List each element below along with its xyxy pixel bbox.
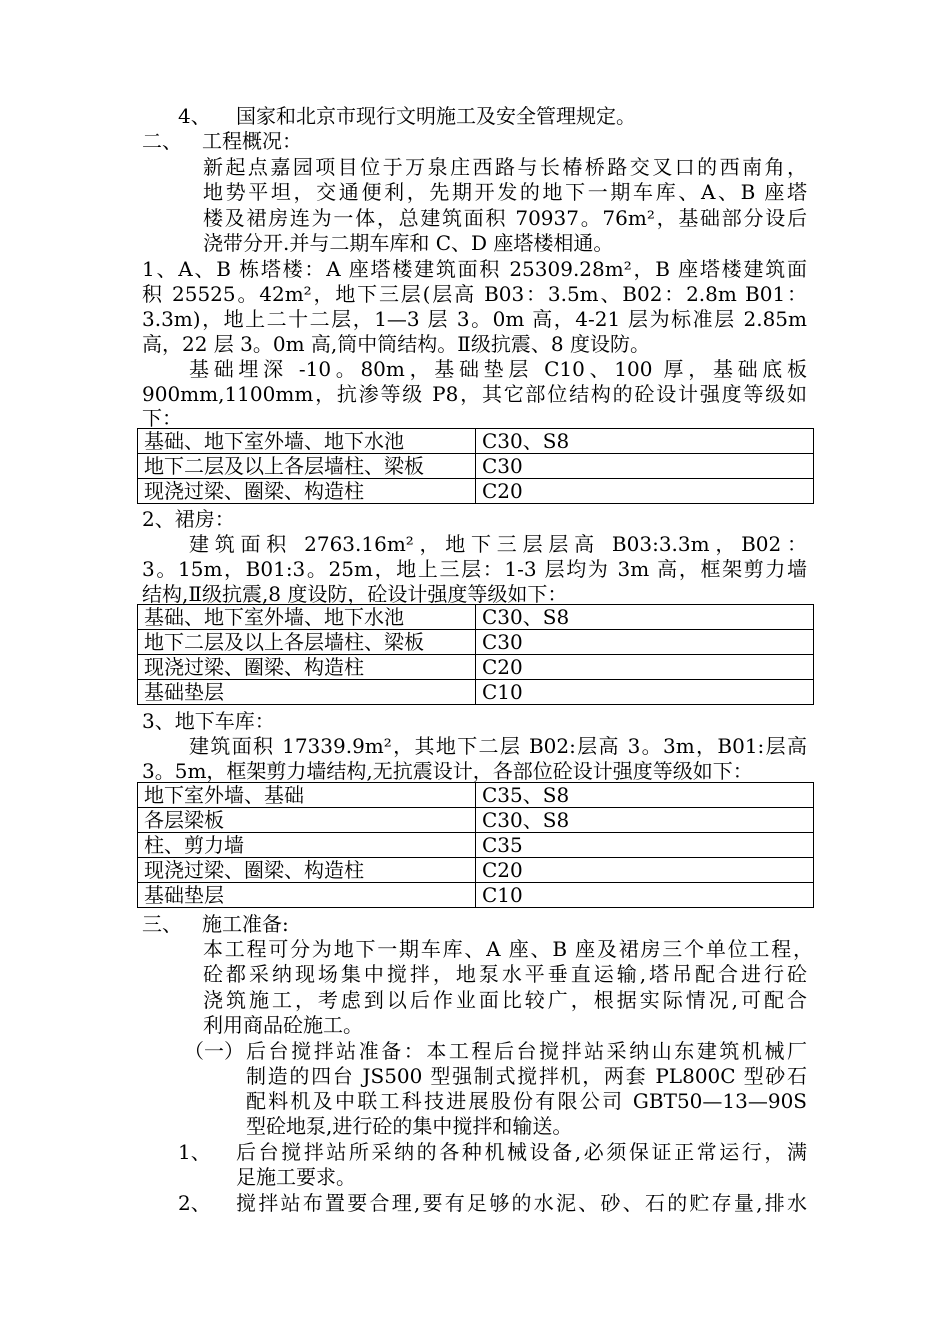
tower-line-6: 900mm,1100mm，抗渗等级 P8，其它部位结构的砼设计强度等级如 (142, 382, 807, 406)
table-row: 柱、剪力墙 C35 (138, 833, 814, 858)
overview-line-2: 地势平坦，交通便利，先期开发的地下一期车库、A、B 座塔 (203, 180, 807, 204)
overview-line-4: 浇带分开.并与二期车库和 C、D 座塔楼相通。 (203, 231, 614, 255)
section-3-heading: 三、 施工准备: (142, 912, 289, 936)
podium-line-1: 建筑面积 2763.16m²，地下三层层高 B03:3.3m，B02： (189, 532, 807, 556)
table-row: 现浇过梁、圈梁、构造柱 C20 (138, 479, 814, 504)
podium-line-2: 3。15m，B01:3。25m，地上三层：1-3 层均为 3m 高，框架剪力墙 (142, 557, 807, 581)
overview-line-1: 新起点嘉园项目位于万泉庄西路与长椿桥路交叉口的西南角， (203, 155, 807, 179)
subsection-1-number: （一） (184, 1039, 244, 1063)
list-item-2-line-1: 搅拌站布置要合理,要有足够的水泥、砂、石的贮存量,排水 (236, 1191, 807, 1215)
garage-strength-table (137, 782, 814, 908)
prep-line-4: 利用商品砼施工。 (203, 1013, 363, 1037)
table-row: 各层梁板 C30、S8 (138, 808, 814, 833)
table-row: 基础垫层 C10 (138, 883, 814, 908)
list-item-1-line-2: 足施工要求。 (236, 1165, 356, 1189)
prep-line-1: 本工程可分为地下一期车库、A 座、B 座及裙房三个单位工程， (203, 937, 813, 961)
list-number-2: 2、 (178, 1191, 211, 1215)
podium-strength-table (137, 604, 814, 705)
mixing-line-2: 制造的四台 JS500 型强制式搅拌机，两套 PL800C 型砂石 (246, 1064, 807, 1088)
tower-line-1: 1、A、B 栋塔楼：A 座塔楼建筑面积 25309.28m²，B 座塔楼建筑面 (142, 257, 807, 281)
tower-strength-table (137, 428, 814, 504)
tower-line-3: 3.3m)，地上二十二层，1—3 层 3。0m 高，4-21 层为标准层 2.85m (142, 307, 807, 331)
mixing-line-3: 配料机及中联工科技进展股份有限公司 GBT50—13—90S (246, 1089, 807, 1113)
podium-heading: 2、裙房： (142, 507, 235, 531)
mixing-line-1: 后台搅拌站准备：本工程后台搅拌站采纳山东建筑机械厂 (246, 1039, 807, 1063)
prep-line-2: 砼都采纳现场集中搅拌，地泵水平垂直运输,塔吊配合进行砼 (203, 962, 807, 986)
list-number-1: 1、 (178, 1140, 211, 1164)
table-row: 地下二层及以上各层墙柱、梁板 C30 (138, 630, 814, 655)
podium-line-3: 结构,Ⅱ级抗震,8 度设防，砼设计强度等级如下： (142, 582, 568, 606)
garage-line-2: 3。5m，框架剪力墙结构,无抗震设计，各部位砼设计强度等级如下： (142, 759, 753, 783)
section-2-heading: 二、 工程概况： (142, 129, 302, 153)
table-row: 现浇过梁、圈梁、构造柱 C20 (138, 655, 814, 680)
list-item-1-line-1: 后台搅拌站所采纳的各种机械设备,必须保证正常运行，满 (236, 1140, 807, 1164)
prep-line-3: 浇筑施工，考虑到以后作业面比较广，根据实际情况,可配合 (203, 988, 807, 1012)
mixing-line-4: 型砼地泵,进行砼的集中搅拌和输送。 (246, 1114, 573, 1138)
table-row: 地下二层及以上各层墙柱、梁板 C30 (138, 454, 814, 479)
table-row: 基础、地下室外墙、地下水池 C30、S8 (138, 429, 814, 454)
item-4: 4、 国家和北京市现行文明施工及安全管理规定。 (178, 104, 636, 128)
overview-line-3: 楼及裙房连为一体，总建筑面积 70937。76m²，基础部分设后 (203, 206, 807, 230)
tower-line-7: 下： (142, 406, 182, 430)
table-row: 地下室外墙、基础 C35、S8 (138, 783, 814, 808)
garage-heading: 3、地下车库： (142, 709, 275, 733)
tower-line-4: 高，22 层 3。0m 高,筒中筒结构。Ⅱ级抗震、8 度设防。 (142, 332, 650, 356)
table-row: 现浇过梁、圈梁、构造柱 C20 (138, 858, 814, 883)
table-row: 基础垫层 C10 (138, 680, 814, 705)
garage-line-1: 建筑面积 17339.9m²，其地下二层 B02:层高 3。3m，B01:层高 (189, 734, 807, 758)
tower-line-5: 基础埋深 -10。80m，基础垫层 C10、100 厚，基础底板 (189, 357, 807, 381)
tower-line-2: 积 25525。42m²，地下三层(层高 B03：3.5m、B02：2.8m B01： (142, 282, 807, 306)
table-row: 基础、地下室外墙、地下水池 C30、S8 (138, 605, 814, 630)
